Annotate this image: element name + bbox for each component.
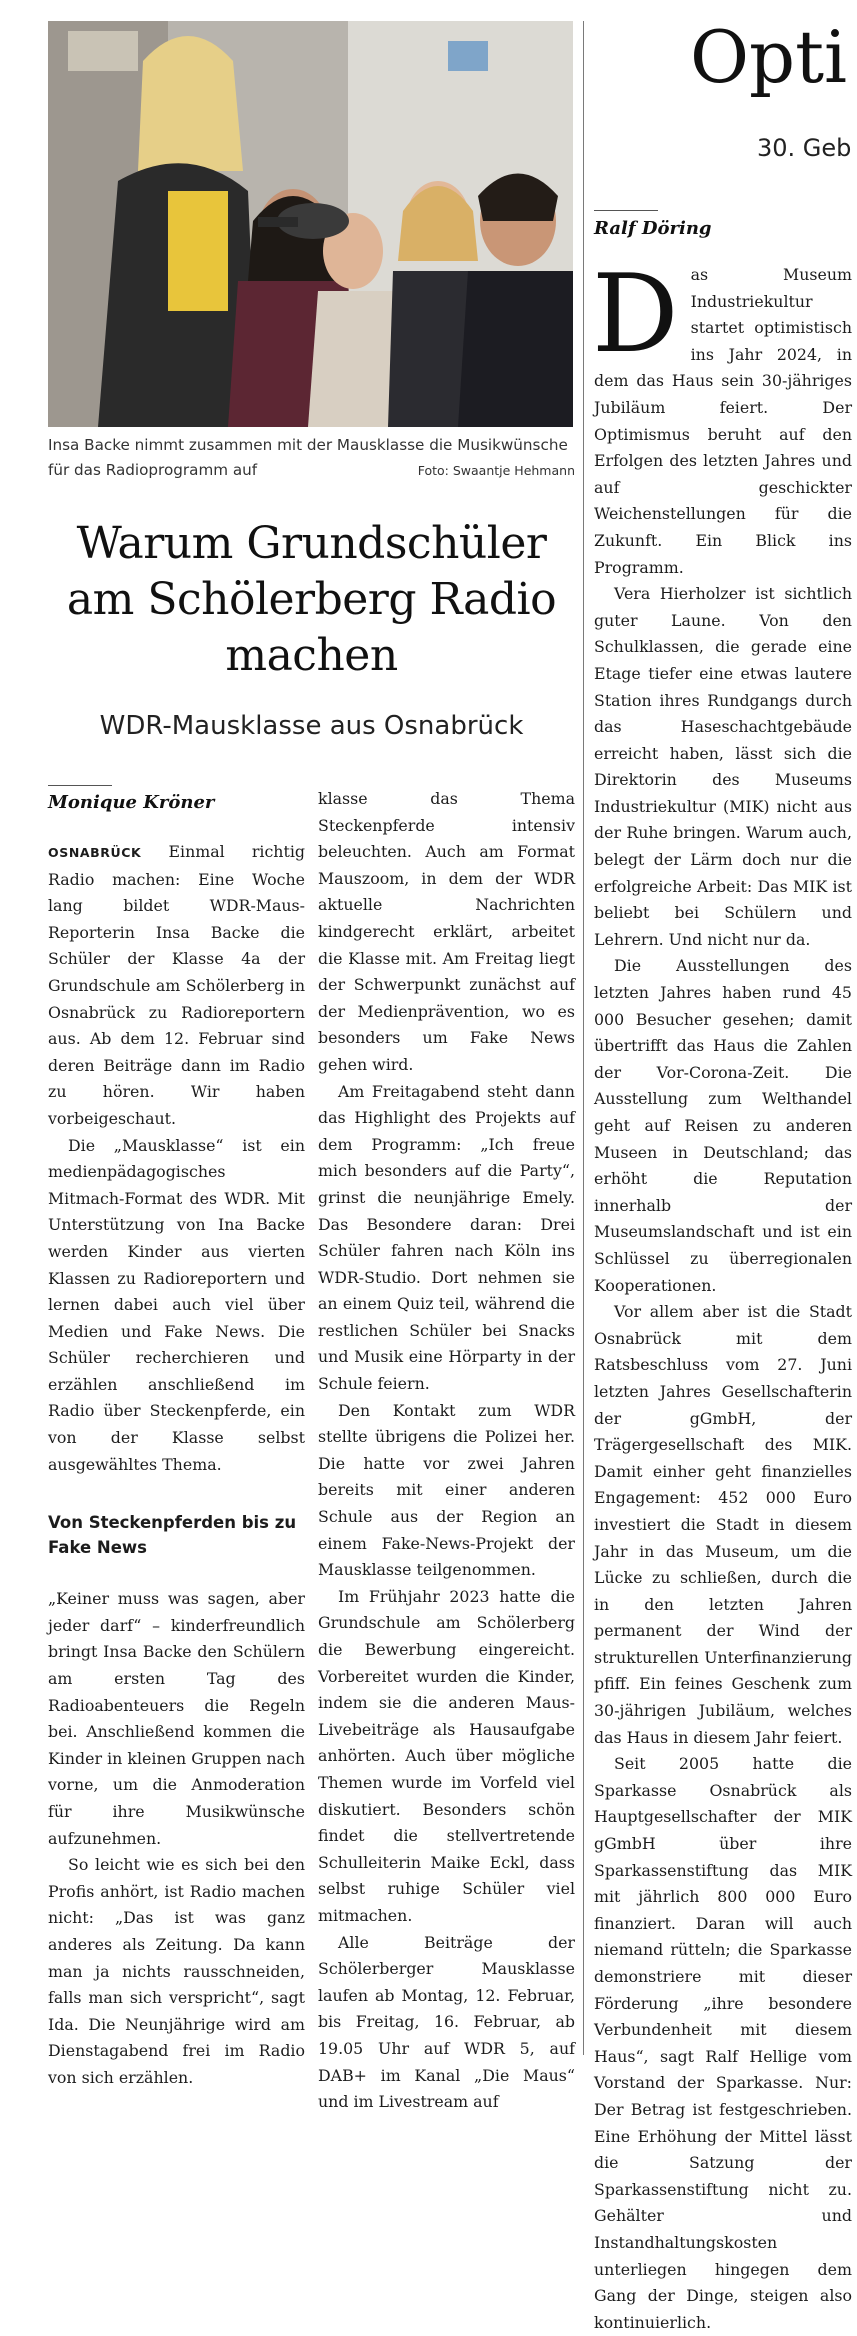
right-byline-rule [594,210,658,211]
classroom-photo [48,21,573,427]
paragraph: „Keiner muss was sagen, aber jeder darf“ – kinderfreundlich bringt Insa Backe den Schülern am ersten Tag des Radioabenteuers die Regeln bei. Anschließend kommen die Kinder in kleinen Gruppen nach vorne, um die Anmoderation für ihre Musikwünsche aufzunehmen. [48,1589,305,1848]
article-headline: Warum Grundschüler am Schölerberg Radio machen [66,518,557,681]
paragraph: Vor allem aber ist die Stadt Osnabrück mit dem Ratsbeschluss vom 27. Juni letzten Jahres Gesellschafterin der gGmbH, der Trägergesellschaft des MIK. Damit einher geht finanzielles Engagement: 452 000 Euro investiert die Stadt in diesem Jahr in das Museum, um die Lücke zu schließen, durch die in den letzten Jahren permanent der Wind der strukturellen Unterfinanzierung pfiff. Ein feines Geschenk zum 30-jährigen Jubiläum, welches das Haus in diesem Jahr feiert. [594,1302,852,1747]
right-article-headline: Opti [690,15,848,99]
article-column-2 [318,786,575,2116]
section-heading: Von Steckenpferden bis zu Fake News [48,1513,297,1558]
lead-text: Einmal richtig Radio machen: Eine Woche lang bildet WDR-Maus-Reporterin Insa Backe die Schüler der Klasse 4a der Grundschule am Schölerberg in Osnabrück zu Radioreportern aus. Ab dem 12. Februar sind deren Beiträge dann im Radio zu hören. Wir haben vorbeigeschaut. [48,842,305,1128]
paragraph: So leicht wie es sich bei den Profis anhört, ist Radio machen nicht: „Das ist was ganz anderes als Zeitung. Da kann man ja nichts rausschneiden, falls man sich verspricht“, sagt Ida. Die Neunjährige wird am Dienstagabend frei im Radio von sich erzählen. [48,1855,305,2087]
byline-rule [48,785,112,786]
photo-caption [48,433,575,483]
paragraph: Den Kontakt zum WDR stellte übrigens die Polizei her. Die hatte vor zwei Jahren bereits mit einer anderen Schule aus der Region an einem Fake-News-Projekt der Mausklasse teilgenommen. [318,1400,575,1580]
right-article-subhead: 30. Geb [757,134,852,162]
right-article-byline: Ralf Döring [594,218,712,239]
drop-cap: D [592,252,679,377]
dateline: OSNABRÜCK [48,845,142,860]
caption-text: Insa Backe nimmt zusammen mit der Mausklasse die Musikwünsche für das Radioprogramm auf [48,436,568,479]
paragraph: Am Freitagabend steht dann das Highlight des Projekts auf dem Programm: „Ich freue mich besonders auf die Party“, grinst die neunjährige Emely. Das Besondere daran: Drei Schüler fahren nach Köln ins WDR-Studio. Dort nehmen sie an einem Quiz teil, während die restlichen Schüler bei Snacks und Musik eine Hörparty in der Schule feiern. [318,1081,575,1394]
paragraph: Seit 2005 hatte die Sparkasse Osnabrück als Hauptgesellschafter der MIK gGmbH über ihre Sparkassenstiftung das MIK mit jährlich 800 000 Euro finanziert. Daran will auch niemand rütteln; die Sparkasse demonstriere mit dieser Förderung „ihre besondere Verbundenheit mit diesem Haus“, sagt Ralf Hellige vom Vorstand der Sparkasse. Nur: Der Betrag ist festgeschrieben. Eine Erhöhung der Mittel lässt die Satzung der Sparkassenstiftung nicht zu. Gehälter und Instandhaltungskosten unterliegen hingegen dem Gang der Dinge, steigen also kontinuierlich. [594,1754,852,2332]
paragraph: Die Ausstellungen des letzten Jahres haben rund 45 000 Besucher gesehen; damit übertrifft das Haus die Zahlen der Vor-Corona-Zeit. Die Ausstellung zum Welthandel geht auf Reisen zu anderen Museen in Deutschland; das erhöht die Reputation innerhalb der Museumslandschaft und ist ein Schlüssel zu überregionalen Kooperationen. [594,956,852,1295]
paragraph: Vera Hierholzer ist sichtlich guter Laune. Von den Schulklassen, die gerade eine Etage tiefer eine etwas lautere Station ihres Rundgangs durch das Haseschachtgebäude erreicht haben, lässt sich die Direktorin des Museums Industriekultur (MIK) nicht aus der Ruhe bringen. Warum auch, belegt der Lärm doch nur die erfolgreiche Arbeit: Das MIK ist beliebt bei Schülern und Lehrern. Und nicht nur da. [594,584,852,949]
lead-paragraph [592,252,852,581]
paragraph: Im Frühjahr 2023 hatte die Grundschule am Schölerberg die Bewerbung eingereicht. Vorbereitet wurden die Kinder, indem sie die anderen Maus-Livebeiträge als Hausaufgabe anhörten. Auch über mögliche Themen wurde im Vorfeld viel diskutiert. Besonders schön findet die stellvertretende Schulleiterin Maike Eckl, dass selbst ruhige Schüler viel mitmachen. [318,1586,575,1925]
paragraph: klasse das Thema Steckenpferde intensiv beleuchten. Auch am Format Mauszoom, in dem der WDR aktuelle Nachrichten kindgerecht erklärt, arbeitet die Klasse mit. Am Freitag liegt der Schwerpunkt zunächst auf der Medienprävention, wo es besonders um Fake News gehen wird. [318,789,575,1074]
article-byline: Monique Kröner [48,792,215,813]
right-article-column [592,252,852,2336]
lead-text: as Museum Industriekultur startet optimistisch ins Jahr 2024, in dem das Haus sein 30-jähriges Jubiläum feiert. Der Optimismus beruht auf den Erfolgen des letzten Jahres und auf geschickter Weichenstellungen für die Zukunft. Ein Blick ins Programm. [594,265,852,577]
photo-credit: Foto: Swaantje Hehmann [417,463,575,478]
article-photo [48,21,573,427]
right-article [584,0,857,2332]
paragraph: Die „Mausklasse“ ist ein medienpädagogisches Mitmach-Format des WDR. Mit Unterstützung von Ina Backe werden Kinder aus vierten Klassen zu Radioreportern und lernen dabei auch viel über Medien und Fake News. Die Schüler recherchieren und erzählen anschließend im Radio über Steckenpferde, ein von der Klasse selbst ausgewähltes Thema. [48,1135,305,1474]
article-column-1 [48,839,305,2092]
article-subhead: WDR-Mausklasse aus Osnabrück [99,711,524,741]
lead-paragraph [48,839,305,1133]
paragraph: Alle Beiträge der Schölerberger Mausklasse laufen ab Montag, 12. Februar, bis Freitag, 16. Februar, ab 19.05 Uhr auf WDR 5, auf DAB+ im Kanal „Die Maus“ und im Livestream auf [318,1932,575,2112]
